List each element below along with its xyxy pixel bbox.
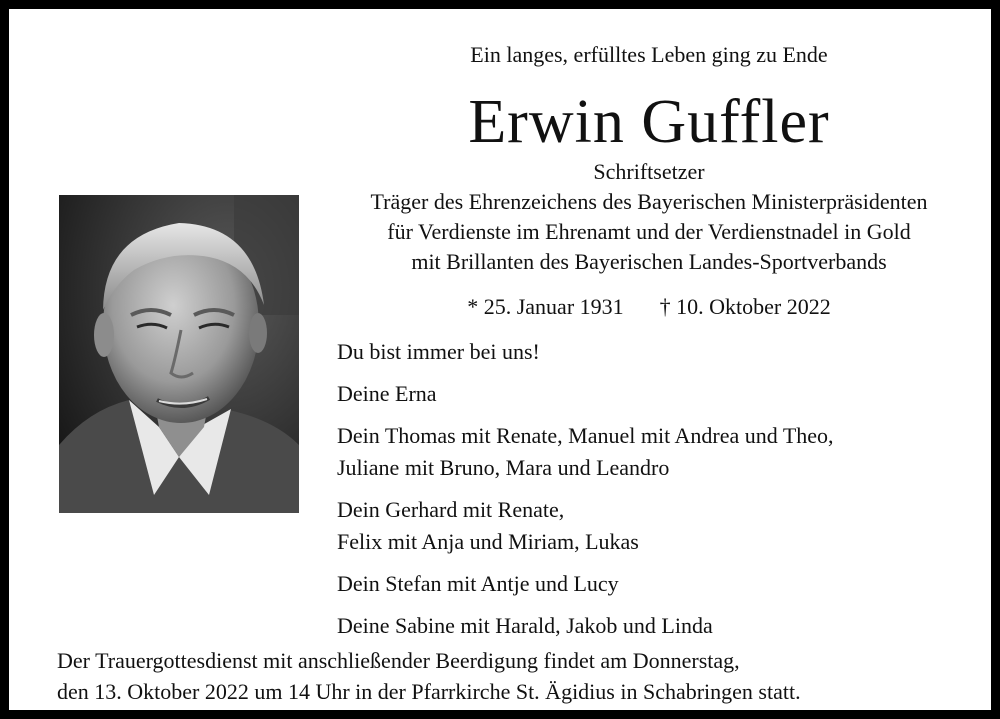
deceased-name: Erwin Guffler xyxy=(468,88,830,156)
family-line: Juliane mit Bruno, Mara und Leandro xyxy=(337,455,670,480)
intro-line: Ein langes, erfülltes Leben ging zu Ende xyxy=(470,42,828,67)
title-line: mit Brillanten des Bayerischen Landes-Sportverbands xyxy=(411,249,887,274)
family-line: Dein Thomas mit Renate, Manuel mit Andrea und Theo, xyxy=(337,423,834,448)
birth-date: * 25. Januar 1931 xyxy=(467,294,624,319)
family-line: Dein Gerhard mit Renate, xyxy=(337,497,565,522)
portrait-image xyxy=(59,195,299,513)
title-line: Träger des Ehrenzeichens des Bayerischen Ministerpräsidenten xyxy=(370,189,928,214)
life-dates xyxy=(299,293,999,321)
title-line: für Verdienste im Ehrenamt und der Verdienstnadel in Gold xyxy=(387,219,911,244)
death-date: † 10. Oktober 2022 xyxy=(659,294,831,319)
funeral-line: Der Trauergottesdienst mit anschließender Beerdigung findet am Donnerstag, xyxy=(57,648,740,673)
title-line: Schriftsetzer xyxy=(593,159,705,184)
titles-block xyxy=(299,157,999,277)
family-group xyxy=(337,494,834,558)
family-group xyxy=(337,610,834,642)
family-line: Dein Stefan mit Antje und Lucy xyxy=(337,571,619,596)
family-list xyxy=(337,336,834,652)
family-line: Du bist immer bei uns! xyxy=(337,339,540,364)
family-line: Deine Erna xyxy=(337,381,437,406)
family-group xyxy=(337,336,834,368)
family-group xyxy=(337,568,834,600)
portrait-photo xyxy=(59,195,299,513)
family-group xyxy=(337,420,834,484)
family-line: Deine Sabine mit Harald, Jakob und Linda xyxy=(337,613,713,638)
funeral-line: den 13. Oktober 2022 um 14 Uhr in der Pfarrkirche St. Ägidius in Schabringen statt. xyxy=(57,679,801,704)
family-group xyxy=(337,378,834,410)
family-line: Felix mit Anja und Miriam, Lukas xyxy=(337,529,639,554)
funeral-notice xyxy=(57,645,801,707)
